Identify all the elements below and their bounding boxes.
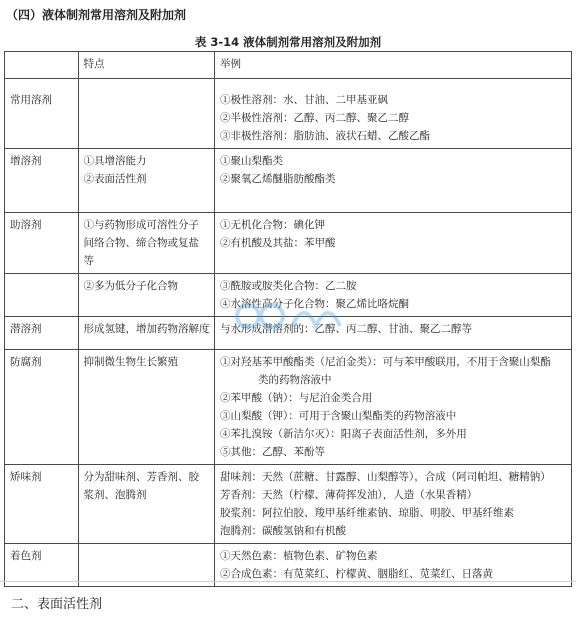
header-cell-features: 特点 (78, 52, 215, 79)
table-row (5, 317, 572, 350)
row-features: 抑制微生物生长繁殖 (78, 350, 215, 465)
row-name: 潜溶剂 (5, 317, 79, 350)
row-features: ①具增溶能力 ②表面活性剂 (78, 149, 215, 213)
table-row (5, 149, 572, 213)
row-examples: ①极性溶剂：水、甘油、二甲基亚砜 ②半极性溶剂：乙醇、丙二醇、聚乙二醇 ③非极性溶剂：脂肪油、液状石蜡、乙酸乙酯 (215, 79, 572, 149)
row-name: 防腐剂 (5, 350, 79, 465)
row-features: ②多为低分子化合物 (78, 274, 215, 317)
section-divider (0, 581, 576, 582)
row-examples: ①聚山梨酯类 ②聚氧乙烯醚脂肪酸酯类 (215, 149, 572, 213)
row-name: 助溶剂 (5, 213, 79, 274)
row-examples: ①对羟基苯甲酸酯类（尼泊金类）：可与苯甲酸联用，不用于含聚山梨酯 类的药物溶液中 ②苯甲酸（钠）：与尼泊金类合用 ③山梨酸（钾）：可用于含聚山梨酯类的药物溶液中 ④苯扎溴铵（新洁尔灭）：阳离子表面活性剂，多外用 ⑤其他：乙醇、苯酚等 (215, 350, 572, 465)
row-name: 增溶剂 (5, 149, 79, 213)
row-examples: ③酰胺或胺类化合物：乙二胺 ④水溶性高分子化合物：聚乙烯比咯烷酮 (215, 274, 572, 317)
table-row (5, 213, 572, 274)
row-examples: ①无机化合物：碘化钾 ②有机酸及其盐：苯甲酸 (215, 213, 572, 274)
table-caption: 表 3-14 液体制剂常用溶剂及附加剂 (194, 35, 382, 49)
row-examples: 甜味剂：天然（蔗糖、甘露醇、山梨醇等），合成（阿司帕坦、糖精钠） 芳香剂：天然（柠檬、薄荷挥发油），人造（水果香精） 胶浆剂：阿拉伯胶、羧甲基纤维素钠、琼脂、明胶、甲基纤维素 泡腾剂：碳酸氢钠和有机酸 (215, 465, 572, 544)
row-features: ①与药物形成可溶性分子间络合物、缔合物或复盐等 (78, 213, 215, 274)
header-cell-examples: 举例 (215, 52, 572, 79)
table-row (5, 274, 572, 317)
row-features (78, 79, 215, 149)
row-name: 常用溶剂 (5, 79, 79, 149)
next-section-title: 二、表面活性剂 (11, 597, 103, 612)
row-name: 着色剂 (5, 544, 79, 587)
table-row (5, 79, 572, 149)
row-name (5, 274, 79, 317)
row-examples: 与水形成潜溶剂的：乙醇、丙二醇、甘油、聚乙二醇等 (215, 317, 572, 350)
solvents-table-part2 (4, 273, 572, 587)
table-row (5, 350, 572, 465)
row-examples: ①天然色素：植物色素、矿物色素 ②合成色素：有苋菜红、柠檬黄、胭脂红、苋菜红、日落黄 (215, 544, 572, 587)
table-row (5, 465, 572, 544)
row-name: 矫味剂 (5, 465, 79, 544)
section-heading: （四）液体制剂常用溶剂及附加剂 (6, 8, 187, 22)
header-cell-empty (5, 52, 79, 79)
header-row (5, 52, 572, 79)
row-features: 形成氢键，增加药物溶解度 (78, 317, 215, 350)
solvents-table-part1 (4, 51, 572, 274)
row-features: 分为甜味剂、芳香剂、胶浆剂、泡腾剂 (78, 465, 215, 544)
